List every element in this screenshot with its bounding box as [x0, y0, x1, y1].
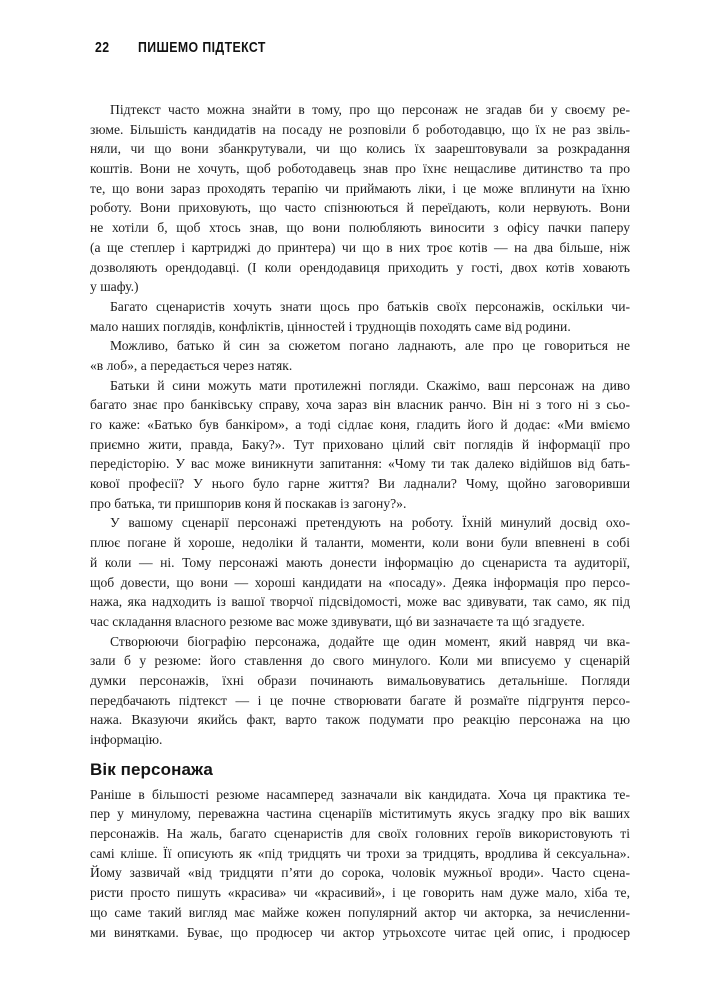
text-line: Створюючи біографію персонажа, додайте ще один момент, який навряд чи вка- — [110, 633, 630, 649]
paragraph — [90, 513, 630, 631]
text-line: пер у минулому, переважна частина сценаріїв міститимуть якусь згадку про вік ваших — [90, 806, 630, 822]
text-line: Підтекст часто можна знайти в тому, про що персонаж не згадав би у своєму ре- — [110, 102, 630, 117]
text-line: ристи просто пишуть «красива» чи «красивий», і це говорить нам дуже мало, хіба те, — [90, 885, 630, 901]
text-line: коштів. Вони не хочуть, щоб роботодавець знав про їхнє нещасливе дитинство та про — [90, 161, 630, 177]
paragraph-group-before — [90, 100, 630, 750]
paragraph — [90, 785, 630, 943]
text-line: час складання власного резюме вас може здивувати, щó ви зазначаєте та щó згадуєте. — [90, 613, 585, 629]
text-line: роботу. Вони приховують, що часто спізнюються й переїдають, коли нервують. Вони — [90, 200, 630, 216]
running-title: ПИШЕМО ПІДТЕКСТ — [138, 39, 266, 56]
section-heading: Вік персонажа — [90, 759, 213, 779]
text-line: щоб довести, що вони — хороші кандидати на «посаду». Деяка інформація про персо- — [90, 574, 630, 590]
paragraph — [90, 632, 630, 750]
paragraph — [90, 376, 630, 514]
text-line: й коли — ні. Тому персонажі мають донести інформацію до сценариста та аудиторії, — [90, 554, 630, 570]
text-line: Багато сценаристів хочуть знати щось про батьків своїх персонажів, оскільки чи- — [110, 298, 630, 314]
text-line: нажа, яка надходить із вашої творчої підсвідомості, може вас здивувати, так само, як під — [90, 594, 630, 610]
text-line: думки персонажів, їхні образи починають вимальовуватись детальніше. Погляди — [90, 672, 630, 688]
text-line: плює погане й хороше, недоліки й таланти, моменти, коли вони були впевнені в собі — [90, 535, 630, 551]
text-line: (а ще степлер і картриджі до принтера) чи що в них троє котів — на два більше, ніж — [90, 239, 630, 255]
text-line: зюме. Більшість кандидатів на посаду не розповіли б роботодавцю, що їх не раз звіль- — [90, 121, 630, 137]
text-line: інформацію. — [90, 732, 163, 747]
text-line: мало наших поглядів, конфліктів, цінностей і труднощів походять саме від родини. — [90, 318, 571, 334]
text-line: приємно жити, правда, Баку?». Тут приховано цілий світ поглядів й інформації про — [90, 436, 630, 452]
text-line: Можливо, батько й син за сюжетом погано ладнають, але про це говориться не — [110, 338, 630, 354]
text-line: Раніше в більшості резюме насамперед зазначали вік кандидата. Хоча ця практика те- — [90, 786, 630, 802]
text-line: «в лоб», а передається через натяк. — [90, 357, 293, 373]
text-line: що саме такий вигляд має майже кожен популярний актор чи акторка, за нечисленни- — [90, 904, 630, 920]
text-line: Йому зазвичай «від тридцяти п’яти до сорока, чоловік мужньої вроди». Часто сцена- — [90, 865, 630, 881]
text-line: няли, чи що вони збанкрутували, чи що колись їх заарештовували за розкрадання — [90, 141, 630, 157]
text-line: у шафу.) — [90, 279, 139, 295]
text-line: кової професії? У нього було гарне життя? Ви ладнали? Чому, щойно заговоривши — [90, 476, 630, 492]
body-text — [90, 100, 630, 942]
paragraph — [90, 336, 630, 375]
text-line: передісторію. У вас може виникнути запитання: «Чому ти так далеко відійшов від бать- — [90, 456, 630, 472]
text-line: нажа. Вказуючи якийсь факт, варто також подумати про реакцію персонажа на цю — [90, 712, 630, 728]
text-line: те, що вони зараз проходять терапію чи приймають ліки, і це може вплинути на їхню — [90, 180, 630, 196]
text-line: самі кліше. Її описують як «під тридцять чи трохи за тридцять, вродлива й сексуальна». — [90, 845, 630, 861]
text-line: передбачають підтекст — і це почне створювати багате й розмаїте підгрунтя персо- — [90, 692, 630, 708]
text-line: про батька, ти пришпорив коня й поскакав із загону?». — [90, 495, 407, 511]
text-line: дозволяють орендодавці. (І коли орендодавиця приходить у гості, двох котів ховають — [90, 259, 630, 275]
text-line: го каже: «Батько був банкіром», а тоді сідлає коня, гладить його й додає: «Ми вміємо — [90, 417, 630, 432]
text-line: зали б у резюме: його ставлення до свого минулого. Коли ми вписуємо у сценарій — [90, 653, 630, 669]
text-line: багато знає про банківську справу, хоча зараз він власник ранчо. Він ні з того ні з сьо- — [90, 397, 630, 413]
text-line: персонажів. На жаль, багато сценаристів для своїх головних героїв використовують ті — [90, 826, 630, 842]
paragraph-group-after — [90, 785, 630, 943]
text-line: У вашому сценарії персонажі претендують на роботу. Їхній минулий досвід охо- — [110, 515, 630, 531]
text-line: Батьки й сини можуть мати протилежні погляди. Скажімо, ваш персонаж на диво — [110, 377, 630, 393]
text-line: не хотіли б, щоб хтось знав, що вони полюбляють виносити з офісу пачки паперу — [90, 220, 630, 236]
running-header — [0, 40, 728, 58]
page-number: 22 — [95, 39, 110, 56]
text-line: ми винятками. Буває, що продюсер чи актор утрьохсоте читає цей опис, і продюсер — [90, 924, 630, 940]
paragraph — [90, 297, 630, 336]
paragraph — [90, 100, 630, 297]
